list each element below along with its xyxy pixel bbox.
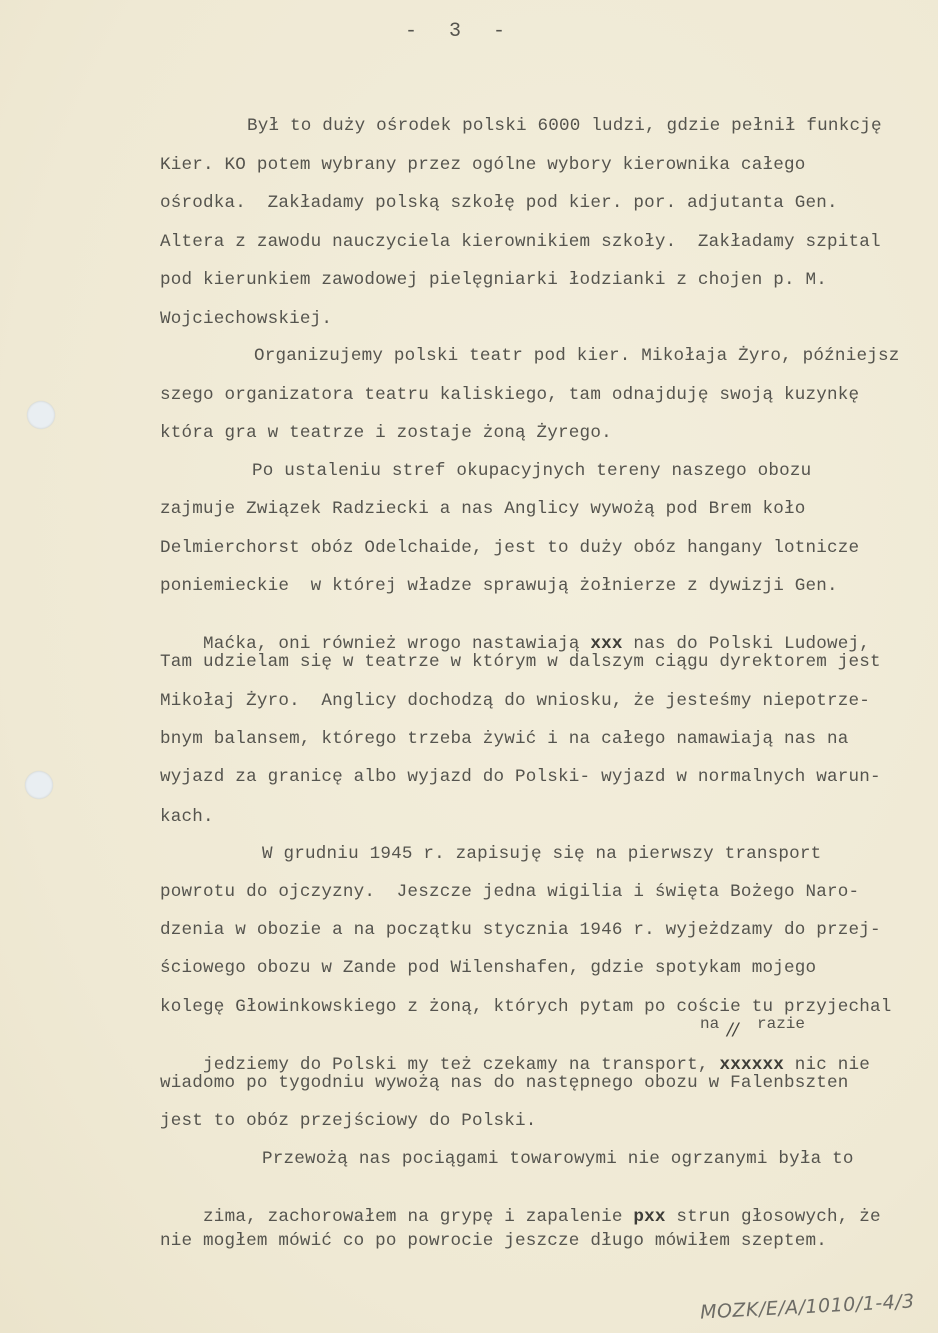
text-segment: nas do Polski Ludowej, (622, 634, 871, 654)
archive-signature: MOZK/E/A/1010/1-4/3 (699, 1290, 916, 1324)
text-line: ośrodka. Zakładamy polską szkołę pod kier. por. adjutanta Gen. (160, 193, 838, 213)
text-line: kolegę Głowinkowskiego z żoną, których pytam po coście tu przyjechal (160, 997, 892, 1017)
text-segment: strun głosowych, że (665, 1207, 881, 1227)
interlinear-insertion-left: na (700, 1015, 720, 1033)
text-line: Organizujemy polski teatr pod kier. Mikołaja Żyro, późniejsz (254, 346, 900, 366)
text-line: bnym balansem, którego trzeba żywić i na całego namawiają nas na (160, 729, 849, 749)
struck-out-text: pxx (633, 1207, 666, 1227)
text-line: Delmierchorst obóz Odelchaide, jest to duży obóz hangany lotnicze (160, 538, 860, 558)
text-line: zajmuje Związek Radziecki a nas Anglicy wywożą pod Brem koło (160, 499, 806, 519)
text-line: Altera z zawodu nauczyciela kierownikiem szkoły. Zakładamy szpital (160, 232, 881, 252)
punch-hole-bottom (25, 771, 53, 799)
struck-out-text: xxx (590, 634, 623, 654)
text-line: szego organizatora teatru kaliskiego, tam odnajduję swoją kuzynkę (160, 385, 860, 405)
text-line: wyjazd za granicę albo wyjazd do Polski- wyjazd w normalnych warun- (160, 767, 881, 787)
text-line: poniemieckie w której władze sprawują żołnierze z dywizji Gen. (160, 576, 838, 596)
text-line: Mikołaj Żyro. Anglicy dochodzą do wniosku, że jesteśmy niepotrze- (160, 691, 871, 711)
text-line: Kier. KO potem wybrany przez ogólne wybory kierownika całego (160, 155, 806, 175)
text-line: nie mogłem mówić co po powrocie jeszcze długo mówiłem szeptem. (160, 1231, 827, 1251)
interlinear-insertion-right: razie (757, 1015, 806, 1033)
text-line: W grudniu 1945 r. zapisuję się na pierwszy transport (262, 844, 822, 864)
text-segment: Maćka, oni również wrogo nastawiają (203, 634, 591, 654)
text-line: która gra w teatrze i zostaje żoną Żyrego. (160, 423, 612, 443)
text-line: wiadomo po tygodniu wywożą nas do następnego obozu w Falenbszten (160, 1073, 849, 1093)
insertion-mark: // (727, 1020, 739, 1040)
text-line: Po ustaleniu stref okupacyjnych tereny naszego obozu (252, 461, 812, 481)
text-line: powrotu do ojczyzny. Jeszcze jedna wigilia i święta Bożego Naro- (160, 882, 860, 902)
struck-out-text: xxxxxx (719, 1055, 784, 1075)
punch-hole-top (27, 401, 55, 429)
text-segment: jedziemy do Polski my też czekamy na transport, (203, 1055, 720, 1075)
text-line: kach. (160, 807, 214, 827)
text-line: ściowego obozu w Zande pod Wilenshafen, gdzie spotykam mojego (160, 958, 817, 978)
text-line: dzenia w obozie a na początku stycznia 1946 r. wyjeżdzamy do przej- (160, 920, 881, 940)
text-line: Był to duży ośrodek polski 6000 ludzi, gdzie pełnił funkcję (247, 116, 882, 136)
text-segment: zima, zachorowałem na grypę i zapalenie (203, 1207, 634, 1227)
text-line: Przewożą nas pociągami towarowymi nie ogrzanymi była to (262, 1149, 854, 1169)
text-line: pod kierunkiem zawodowej pielęgniarki łodzianki z chojen p. M. (160, 270, 827, 290)
text-line: Tam udzielam się w teatrze w którym w dalszym ciągu dyrektorem jest (160, 652, 881, 672)
text-segment: nic nie (784, 1055, 871, 1075)
text-line: Wojciechowskiej. (160, 309, 333, 329)
text-line: jest to obóz przejściowy do Polski. (160, 1111, 537, 1131)
page-number: - 3 - (405, 20, 516, 43)
